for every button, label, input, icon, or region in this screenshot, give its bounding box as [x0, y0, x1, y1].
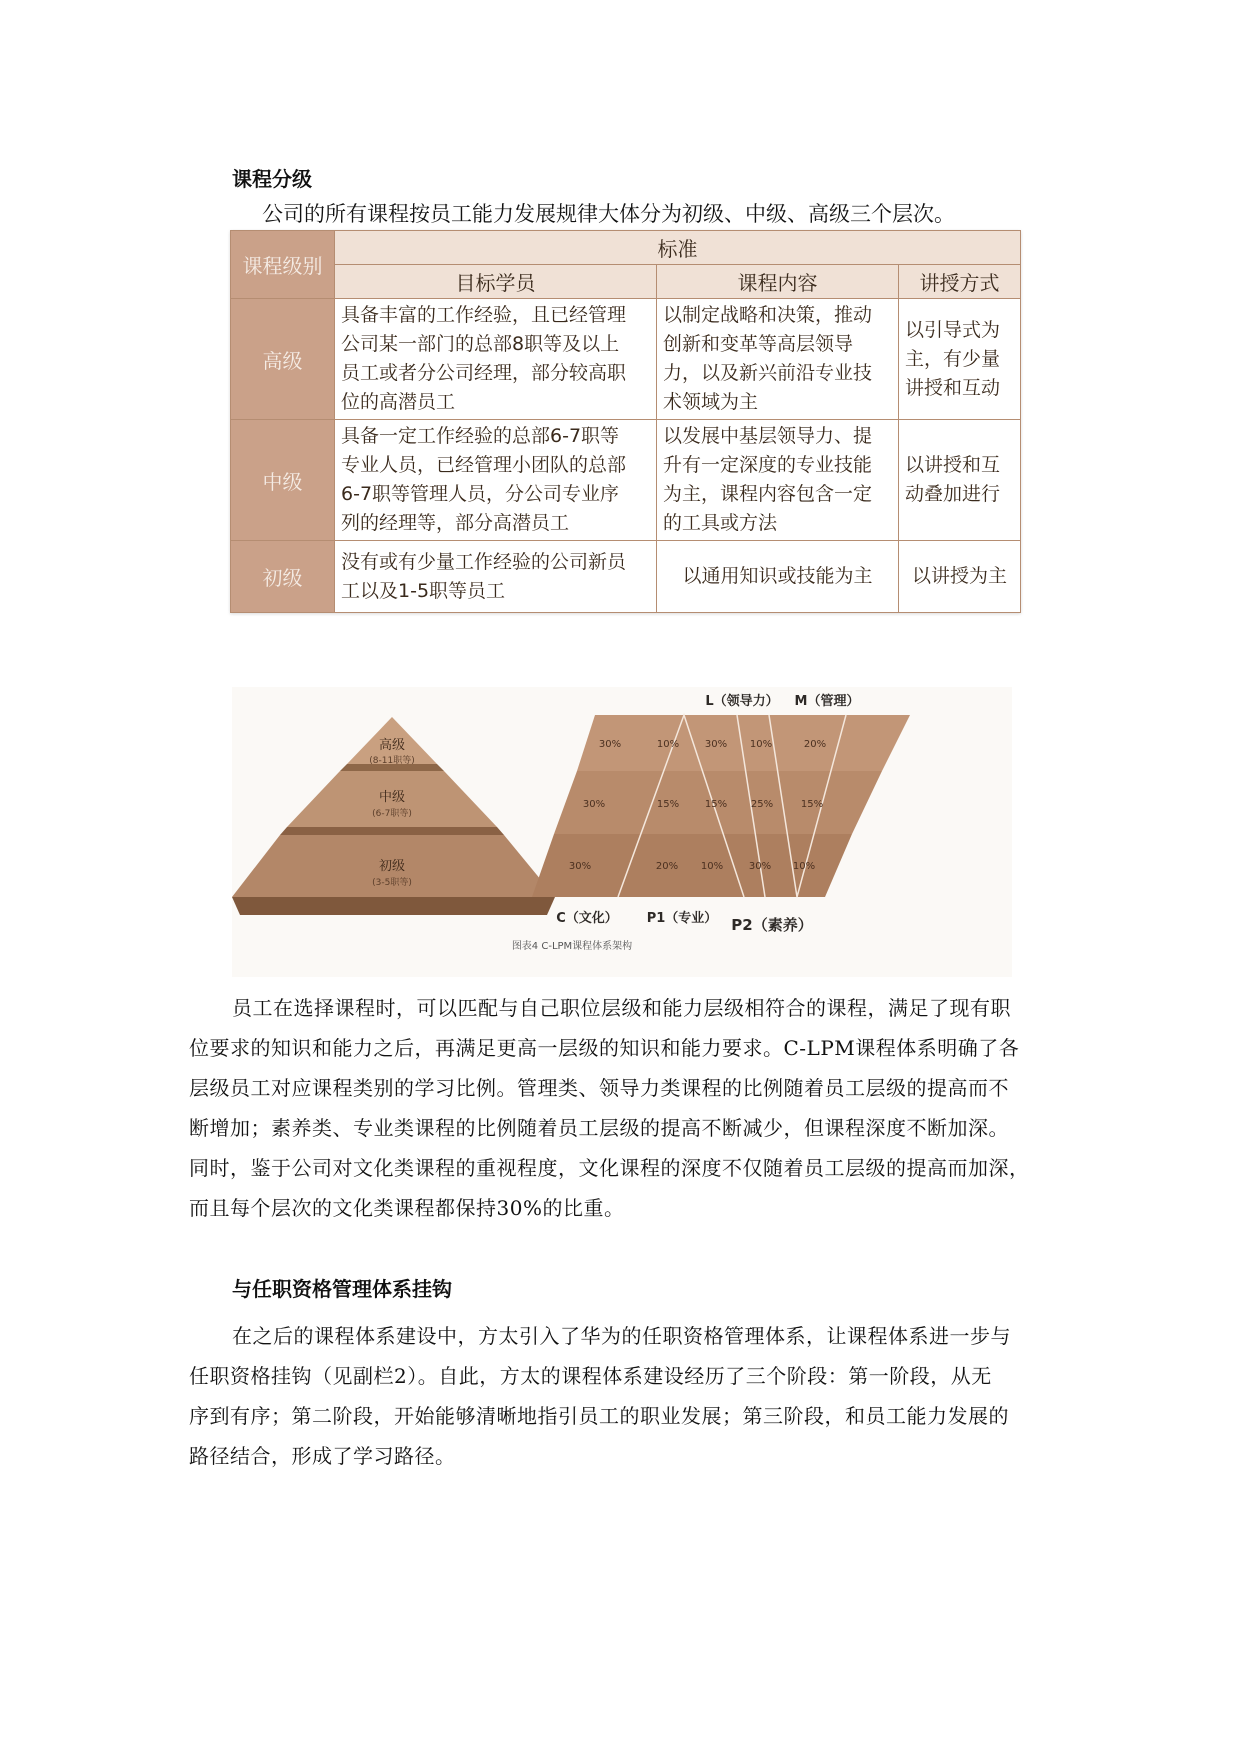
text-line: 为主，课程内容包含一定	[663, 483, 873, 505]
text-line: 术领域为主	[663, 391, 759, 413]
grid-value: 20%	[655, 861, 679, 872]
table-col-target: 目标学员	[335, 265, 657, 299]
text-line: 工以及1-5职等员工	[341, 579, 506, 602]
label-quality: P2（素养）	[731, 916, 813, 934]
pyramid-middle-base	[280, 827, 504, 835]
text-line: 路径结合，形成了学习路径。	[189, 1444, 456, 1468]
text-line: 6-7职等管理人员，分公司专业序	[341, 483, 620, 505]
grid-value: 10%	[792, 861, 816, 872]
section-heading-course-levels: 课程分级	[232, 167, 312, 191]
pyramid-top-label: 高级	[378, 738, 406, 753]
text-line: 以引导式为	[905, 318, 1001, 341]
label-management: M（管理）	[794, 694, 860, 709]
text-line: 以发展中基层领导力、提	[663, 425, 873, 447]
row-level: 中级	[231, 420, 335, 541]
row-target	[335, 541, 657, 613]
section-intro: 公司的所有课程按员工能力发展规律大体分为初级、中级、高级三个层次。	[262, 202, 955, 226]
course-level-table	[230, 230, 1021, 613]
table-row	[231, 541, 1021, 613]
label-professional: P1（专业）	[646, 911, 718, 926]
clpm-framework-figure	[232, 687, 1012, 977]
row-method	[899, 299, 1021, 420]
grid-value: 15%	[800, 799, 824, 810]
grid-value: 25%	[750, 799, 774, 810]
pyramid-middle-sub: (6-7职等)	[372, 809, 412, 819]
text-line: 断增加；素养类、专业类课程的比例随着员工层级的提高不断减少，但课程深度不断加深。	[189, 1116, 1009, 1140]
text-line: 列的经理等，部分高潜员工	[341, 512, 570, 534]
paragraph-qualification	[189, 1316, 1043, 1476]
text-line: 以通用知识或技能为主	[682, 565, 873, 587]
text-line: 序到有序；第二阶段，开始能够清晰地指引员工的职业发展；第三阶段，和员工能力发展的	[189, 1404, 1009, 1428]
text-line: 同时，鉴于公司对文化类课程的重视程度，文化课程的深度不仅随着员工层级的提高而加深，	[189, 1156, 1030, 1180]
grid-value: 30%	[568, 861, 592, 872]
grid-value: 20%	[803, 739, 827, 750]
text-line: 任职资格挂钩（见副栏2）。自此，方太的课程体系建设经历了三个阶段：第一阶段，从无	[189, 1364, 992, 1388]
grid-value: 10%	[700, 861, 724, 872]
label-leadership: L（领导力）	[705, 694, 779, 709]
text-line: 具备一定工作经验的总部6-7职等	[341, 425, 620, 447]
table-standard-header: 标准	[335, 231, 1021, 265]
row-method	[899, 420, 1021, 541]
text-line: 层级员工对应课程类别的学习比例。管理类、领导力类课程的比例随着员工层级的提高而不	[189, 1076, 1009, 1100]
text-line: 以讲授和互	[905, 454, 1001, 476]
grid-value: 30%	[704, 739, 728, 750]
text-line: 以讲授为主	[912, 565, 1008, 587]
text-line: 创新和变革等高层领导	[663, 333, 854, 355]
row-method	[899, 541, 1021, 613]
text-line: 位要求的知识和能力之后，再满足更高一层级的知识和能力要求。C-LPM课程体系明确了各	[189, 1036, 1020, 1060]
paragraph-course-selection	[189, 988, 1043, 1228]
pyramid-bottom-base	[232, 897, 555, 915]
row-target	[335, 299, 657, 420]
grid-value: 30%	[598, 739, 622, 750]
text-line: 主，有少量	[905, 347, 1001, 370]
text-line: 力，以及新兴前沿专业技	[663, 362, 873, 384]
grid-value: 15%	[704, 799, 728, 810]
figure-caption: 图表4 C-LPM课程体系架构	[511, 941, 633, 952]
text-line: 而且每个层次的文化类课程都保持30%的比重。	[189, 1196, 625, 1220]
row-content	[657, 541, 899, 613]
grid-value: 10%	[749, 739, 773, 750]
table-row	[231, 420, 1021, 541]
grid-value: 15%	[656, 799, 680, 810]
text-line: 没有或有少量工作经验的公司新员	[341, 550, 627, 573]
text-line: 员工在选择课程时，可以匹配与自己职位层级和能力层级相符合的课程，满足了现有职	[232, 996, 1011, 1020]
pyramid-bottom-sub: (3-5职等)	[372, 878, 412, 888]
pyramid-middle-label: 中级	[378, 790, 406, 805]
text-line: 具备丰富的工作经验，且已经管理	[341, 304, 627, 326]
text-line: 位的高潜员工	[341, 391, 456, 413]
pyramid-bottom-label: 初级	[378, 859, 406, 874]
row-content	[657, 299, 899, 420]
pyramid-top-sub: (8-11职等)	[369, 756, 415, 766]
label-culture: C（文化）	[556, 911, 618, 926]
grid-value: 30%	[582, 799, 606, 810]
table-row	[231, 299, 1021, 420]
row-level: 高级	[231, 299, 335, 420]
text-line: 动叠加进行	[905, 483, 1001, 505]
text-line: 公司某一部门的总部8职等及以上	[341, 333, 620, 355]
table-corner-header: 课程级别	[231, 231, 335, 299]
grid-band-top	[577, 715, 910, 771]
grid-value: 10%	[656, 739, 680, 750]
text-line: 讲授和互动	[905, 376, 1001, 399]
text-line: 在之后的课程体系建设中，方太引入了华为的任职资格管理体系，让课程体系进一步与	[232, 1324, 1011, 1348]
section-heading-qualification: 与任职资格管理体系挂钩	[232, 1277, 452, 1301]
grid-value: 30%	[748, 861, 772, 872]
text-line: 员工或者分公司经理，部分较高职	[341, 362, 627, 384]
table-col-content: 课程内容	[657, 265, 899, 299]
row-target	[335, 420, 657, 541]
text-line: 专业人员，已经管理小团队的总部	[341, 454, 627, 476]
row-level: 初级	[231, 541, 335, 613]
table-col-method: 讲授方式	[899, 265, 1021, 299]
text-line: 以制定战略和决策，推动	[663, 304, 873, 326]
text-line: 升有一定深度的专业技能	[663, 454, 873, 476]
row-content	[657, 420, 899, 541]
text-line: 的工具或方法	[663, 512, 778, 534]
